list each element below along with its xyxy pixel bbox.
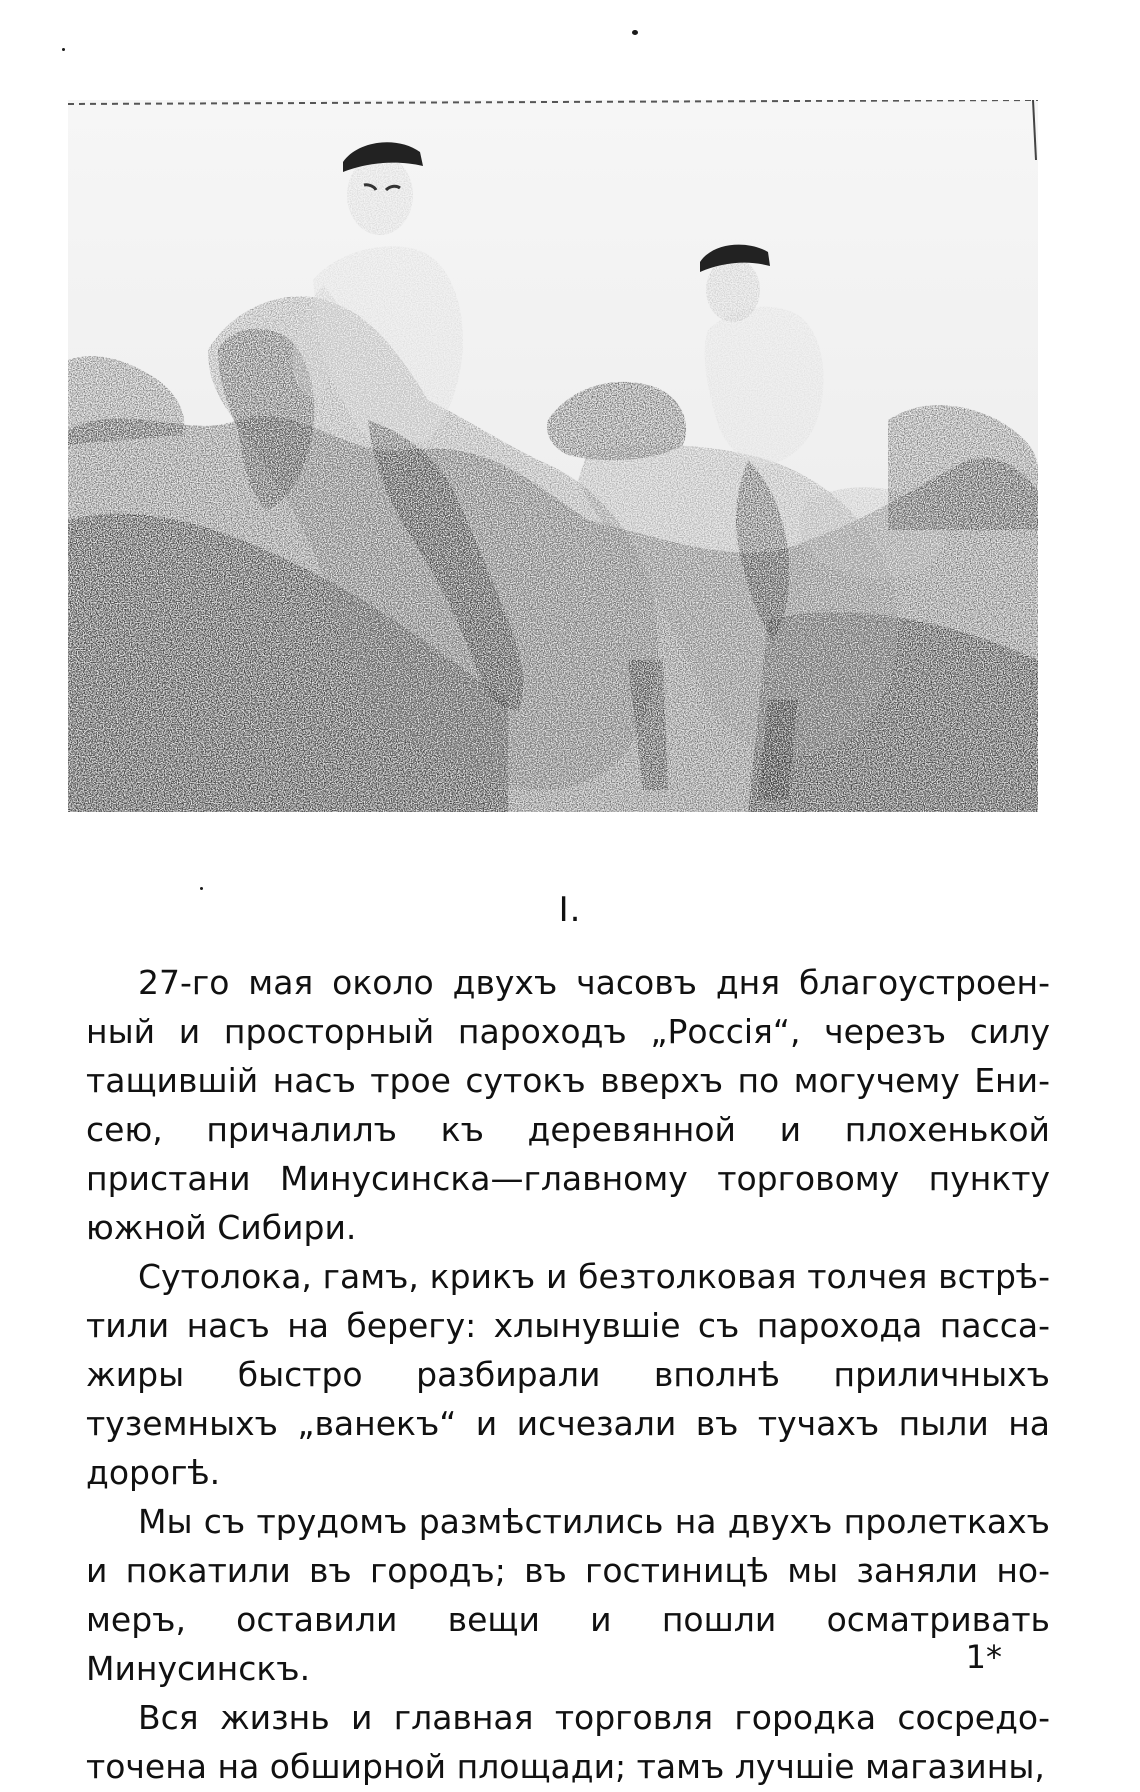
scan-speck: [62, 48, 65, 51]
paragraph: 27-го мая около двухъ часовъ дня благоустроен-ный и просторный пароходъ „Россія“, черезъ силу тащившій насъ трое сутокъ вверхъ по могучему Ени-сею, причалилъ къ деревянной и плохенькой пристани Минусинска—главному торговому пункту южной Сибири.: [86, 963, 1050, 1247]
paragraph: Сутолока, гамъ, крикъ и безтолковая толчея встрѣ-тили насъ на берегу: хлынувшіе съ парохода пасса-жиры быстро разбирали вполнѣ приличныхъ туземныхъ „ванекъ“ и исчезали въ тучахъ пыли на дорогѣ.: [86, 1257, 1050, 1492]
chapter-number: I.: [558, 890, 582, 930]
paragraph: Мы съ трудомъ размѣстились на двухъ пролеткахъ и покатили въ городъ; въ гостиницѣ мы заняли но-меръ, оставили вещи и пошли осматривать Минусинскъ.: [86, 1502, 1050, 1688]
scan-speck: [632, 30, 638, 35]
body-text: [86, 958, 1050, 1791]
photograph: [68, 100, 1038, 812]
paragraph: Вся жизнь и главная торговля городка сосредо-точена на обширной площади; тамъ лучшіе магазины,: [86, 1698, 1050, 1786]
signature-mark: 1*: [965, 1638, 1002, 1676]
